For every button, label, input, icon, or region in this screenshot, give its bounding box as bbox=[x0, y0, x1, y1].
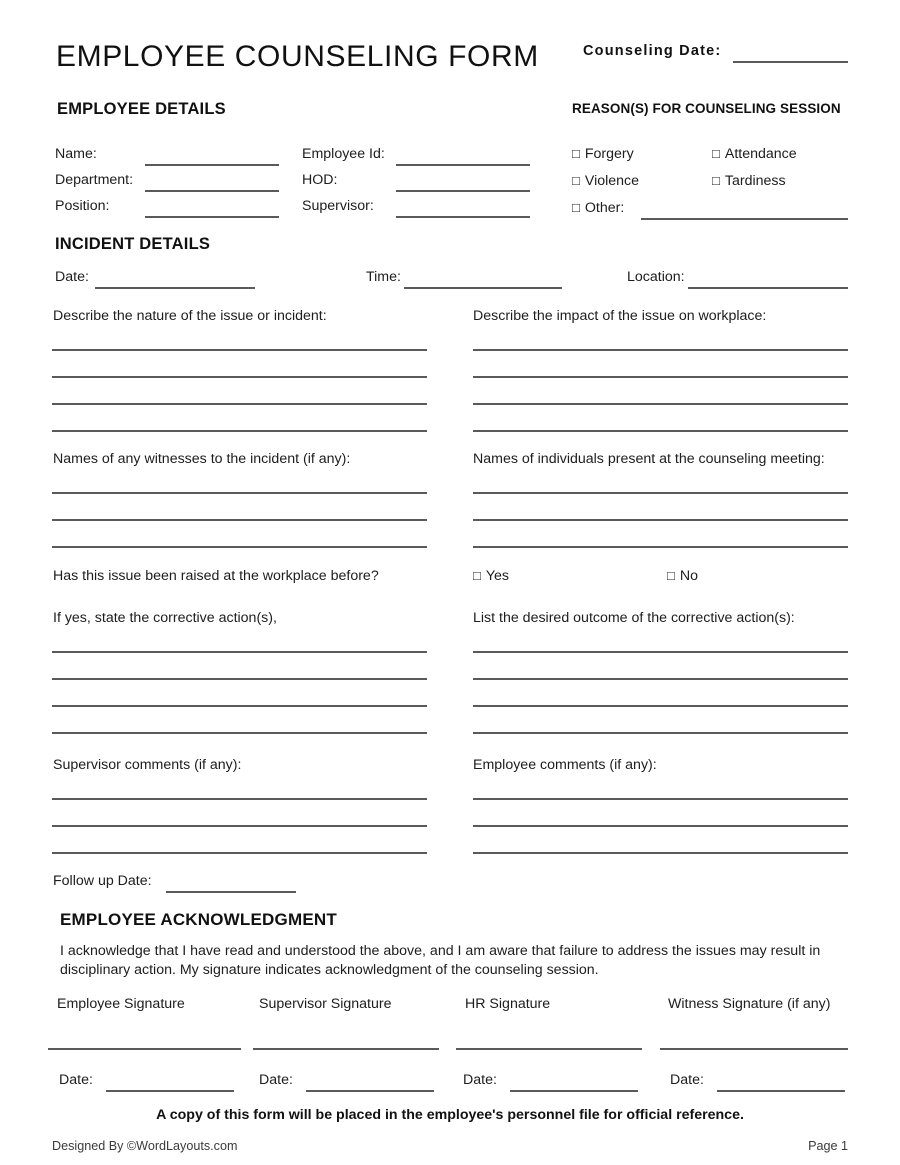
signature-line-witness[interactable] bbox=[660, 1048, 848, 1050]
write-line[interactable] bbox=[52, 519, 427, 521]
write-line[interactable] bbox=[473, 349, 848, 351]
footer-designed-by: Designed By ©WordLayouts.com bbox=[52, 1139, 238, 1153]
signature-line-employee[interactable] bbox=[48, 1048, 241, 1050]
page-title: EMPLOYEE COUNSELING FORM bbox=[56, 40, 539, 73]
checkbox-forgery[interactable] bbox=[572, 146, 634, 162]
section-heading-incident-details: INCIDENT DETAILS bbox=[55, 235, 211, 253]
checkbox-attendance[interactable] bbox=[712, 146, 797, 162]
label-witness-names: Names of any witnesses to the incident (if any): bbox=[53, 451, 351, 467]
input-line-incident-date[interactable] bbox=[95, 287, 255, 289]
label-describe-nature: Describe the nature of the issue or incident: bbox=[53, 308, 327, 324]
checkbox-icon: □ bbox=[572, 146, 580, 161]
label-incident-time: Time: bbox=[366, 269, 401, 285]
footer-note: A copy of this form will be placed in the employee's personnel file for official reference. bbox=[156, 1107, 744, 1123]
label-corrective-action: If yes, state the corrective action(s), bbox=[53, 610, 277, 626]
write-line[interactable] bbox=[473, 376, 848, 378]
section-heading-acknowledgment: EMPLOYEE ACKNOWLEDGMENT bbox=[60, 910, 337, 929]
input-line-incident-time[interactable] bbox=[404, 287, 562, 289]
label-witness-signature-date: Date: bbox=[670, 1072, 704, 1088]
write-line[interactable] bbox=[52, 492, 427, 494]
checkbox-label-forgery: Forgery bbox=[584, 146, 634, 162]
write-line[interactable] bbox=[473, 519, 848, 521]
label-describe-impact: Describe the impact of the issue on workplace: bbox=[473, 308, 767, 324]
section-heading-reasons: REASON(S) FOR COUNSELING SESSION bbox=[572, 101, 841, 116]
label-supervisor-signature: Supervisor Signature bbox=[259, 996, 392, 1012]
input-line-supervisor-signature-date[interactable] bbox=[306, 1090, 434, 1092]
label-incident-location: Location: bbox=[627, 269, 685, 285]
label-name: Name: bbox=[55, 146, 97, 162]
checkbox-label-other: Other: bbox=[584, 200, 625, 216]
write-line[interactable] bbox=[52, 546, 427, 548]
label-position: Position: bbox=[55, 198, 110, 214]
write-line[interactable] bbox=[52, 403, 427, 405]
write-line[interactable] bbox=[52, 651, 427, 653]
label-desired-outcome: List the desired outcome of the corrective action(s): bbox=[473, 610, 795, 626]
label-follow-up-date: Follow up Date: bbox=[53, 873, 152, 889]
checkbox-violence[interactable] bbox=[572, 173, 639, 189]
label-incident-date: Date: bbox=[55, 269, 89, 285]
write-line[interactable] bbox=[52, 430, 427, 432]
write-line[interactable] bbox=[52, 798, 427, 800]
write-line[interactable] bbox=[473, 798, 848, 800]
input-line-name[interactable] bbox=[145, 164, 279, 166]
checkbox-raised-before-yes[interactable] bbox=[473, 568, 509, 584]
label-department: Department: bbox=[55, 172, 134, 188]
input-line-supervisor[interactable] bbox=[396, 216, 530, 218]
input-line-hr-signature-date[interactable] bbox=[510, 1090, 638, 1092]
checkbox-icon: □ bbox=[712, 173, 720, 188]
label-employee-id: Employee Id: bbox=[302, 146, 385, 162]
write-line[interactable] bbox=[52, 349, 427, 351]
section-heading-employee-details: EMPLOYEE DETAILS bbox=[57, 100, 226, 118]
label-supervisor-comments: Supervisor comments (if any): bbox=[53, 757, 242, 773]
label-hr-signature: HR Signature bbox=[465, 996, 551, 1012]
input-line-position[interactable] bbox=[145, 216, 279, 218]
label-supervisor: Supervisor: bbox=[302, 198, 374, 214]
checkbox-label-violence: Violence bbox=[584, 173, 640, 189]
checkbox-tardiness[interactable] bbox=[712, 173, 786, 189]
acknowledgment-paragraph: I acknowledge that I have read and understood the above, and I am aware that failure to address the issues may result in disciplinary action. My signature indicates acknowledgment of the counseling session. bbox=[60, 943, 821, 978]
checkbox-label-no: No bbox=[679, 568, 698, 584]
write-line[interactable] bbox=[52, 852, 427, 854]
checkbox-icon: □ bbox=[667, 568, 675, 583]
checkbox-icon: □ bbox=[572, 173, 580, 188]
write-line[interactable] bbox=[473, 705, 848, 707]
counseling-date-label: Counseling Date: bbox=[583, 43, 722, 59]
input-line-employee-id[interactable] bbox=[396, 164, 530, 166]
label-witness-signature: Witness Signature (if any) bbox=[668, 996, 831, 1012]
input-line-witness-signature-date[interactable] bbox=[717, 1090, 845, 1092]
signature-line-supervisor[interactable] bbox=[253, 1048, 439, 1050]
write-line[interactable] bbox=[473, 678, 848, 680]
counseling-date-input-line[interactable] bbox=[733, 61, 848, 63]
label-hr-signature-date: Date: bbox=[463, 1072, 497, 1088]
checkbox-icon: □ bbox=[572, 200, 580, 215]
write-line[interactable] bbox=[52, 825, 427, 827]
write-line[interactable] bbox=[52, 376, 427, 378]
label-hod: HOD: bbox=[302, 172, 338, 188]
write-line[interactable] bbox=[52, 705, 427, 707]
input-line-follow-up-date[interactable] bbox=[166, 891, 296, 893]
write-line[interactable] bbox=[473, 492, 848, 494]
label-supervisor-signature-date: Date: bbox=[259, 1072, 293, 1088]
checkbox-label-yes: Yes bbox=[485, 568, 510, 584]
label-raised-before-question: Has this issue been raised at the workplace before? bbox=[53, 568, 379, 584]
label-employee-comments: Employee comments (if any): bbox=[473, 757, 657, 773]
input-line-other-reason[interactable] bbox=[641, 218, 848, 220]
checkbox-icon: □ bbox=[712, 146, 720, 161]
write-line[interactable] bbox=[52, 678, 427, 680]
write-line[interactable] bbox=[473, 651, 848, 653]
write-line[interactable] bbox=[473, 852, 848, 854]
write-line[interactable] bbox=[473, 825, 848, 827]
label-individuals-present: Names of individuals present at the counseling meeting: bbox=[473, 451, 825, 467]
checkbox-icon: □ bbox=[473, 568, 481, 583]
input-line-hod[interactable] bbox=[396, 190, 530, 192]
checkbox-label-tardiness: Tardiness bbox=[724, 173, 786, 189]
signature-line-hr[interactable] bbox=[456, 1048, 642, 1050]
checkbox-raised-before-no[interactable] bbox=[667, 568, 698, 584]
input-line-employee-signature-date[interactable] bbox=[106, 1090, 234, 1092]
label-employee-signature-date: Date: bbox=[59, 1072, 93, 1088]
write-line[interactable] bbox=[52, 732, 427, 734]
input-line-incident-location[interactable] bbox=[688, 287, 848, 289]
checkbox-label-attendance: Attendance bbox=[724, 146, 797, 162]
input-line-department[interactable] bbox=[145, 190, 279, 192]
footer-page-number: Page 1 bbox=[808, 1139, 848, 1153]
write-line[interactable] bbox=[473, 732, 848, 734]
label-employee-signature: Employee Signature bbox=[57, 996, 185, 1012]
write-line[interactable] bbox=[473, 546, 848, 548]
checkbox-other[interactable] bbox=[572, 200, 624, 216]
write-line[interactable] bbox=[473, 430, 848, 432]
write-line[interactable] bbox=[473, 403, 848, 405]
